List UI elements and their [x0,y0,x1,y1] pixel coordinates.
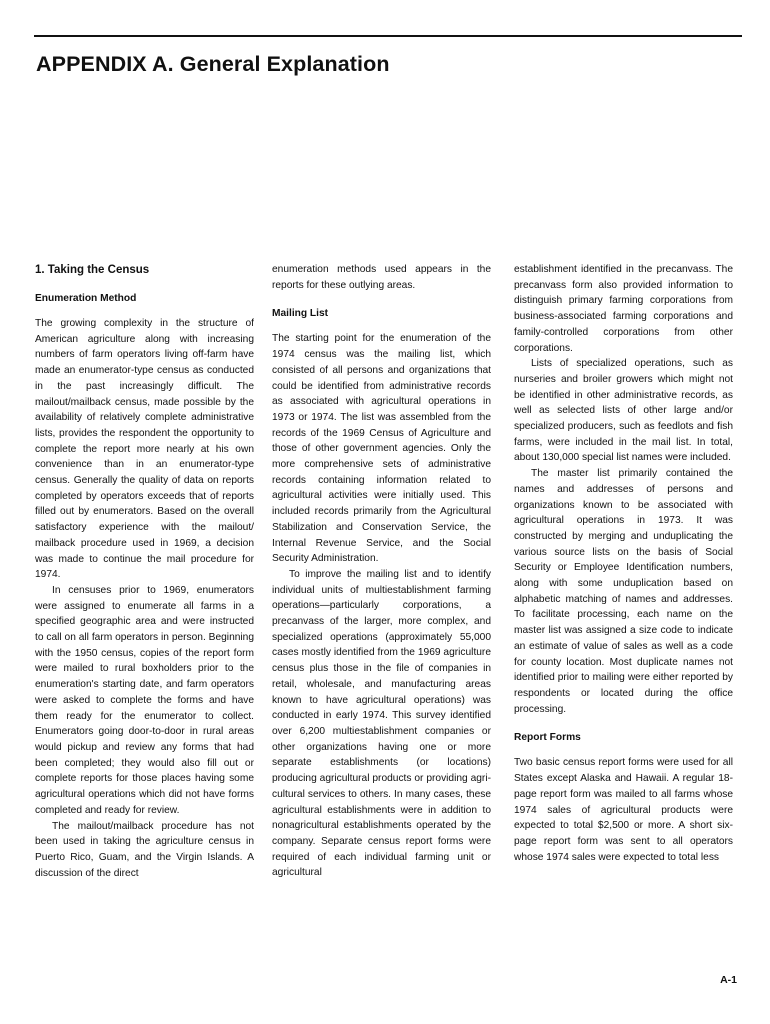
column-1 [35,262,254,881]
page-title: APPENDIX A. General Explanation [36,52,390,76]
paragraph: The mailout/mailback procedure has not been used in taking the agriculture census in Puerto Rico, Guam, and the Virgin Islands. A discussion of the direct [35,820,254,879]
subheading-mailing-list: Mailing List [272,308,329,320]
paragraph: Lists of specialized operations, such as nurseries and broiler growers which might not be identified in other administrative records, as well as selected lists of other large and/or specialized producers, such as feedlots and fish farms, were included in the mail list. In total, about 130,000 special list names were included. [514,358,733,464]
paragraph: Two basic census report forms were used for all States except Alaska and Hawaii. A regular 18-page report form was mailed to all farms whose 1974 sales of agricultural products were expected to total $2,500 or more. A short six-page report form was sent to all operators whose 1974 sales were expected to total less [514,757,733,863]
paragraph: The growing complexity in the structure of American agriculture along with increasing numbers of farm operators living off-farm have made an enumerator-type census as conducted in the past increasingly difficult. The mailout/mailback census, made possible by the availability of relatively complete administrative lists, provides the respondent the opportunity to complete the report more nearly at his own convenience than in an enumerator-type census. Generally the quality of data on reports completed by operators exceeds that of reports filled out by enumerators. Based on the overall satisfactory experience with the mailout/ mailback procedure used in 1969, a decision was made to continue the mail procedure for 1974. [35,318,254,581]
paragraph: To improve the mailing list and to identify individual units of multiestablishment farming operations—particularly corporations, a precanvass of the larger, more complex, and specialized operations (approximately 55,000 cases mostly identified from the 1969 agriculture census plus those in the file of companies in retail, wholesale, and manufacturing areas known to have agricultural operations) was conducted in early 1974. This survey identified over 6,200 multiestablishment companies or other organizations having one or more separate establishments (or locations) producing agricultural products or providing agricultural services to others. In many cases, these agricultural establishments were in addition to nonagricultural establishments operated by the company. Separate census report forms were required of each individual farming unit or agricultural [272,568,491,879]
column-2 [272,262,491,881]
paragraph: The starting point for the enumeration of the 1974 census was the mailing list, which consisted of all persons and organizations that could be identified from administrative records as associated with agricultural operations in 1973 or 1974. The list was assembled from the records of the 1969 Census of Agriculture and those of other government agencies. Only the more comprehensive sets of administrative records containing information related to agricultural activities were initially used. This included records primarily from the Agricultural Stabilization and Conservation Service, the Internal Revenue Service, and the Social Security Administration. [272,333,491,565]
subheading-report-forms: Report Forms [514,732,581,744]
page-number: A-1 [720,974,737,986]
column-3 [514,262,733,865]
paragraph: establishment identified in the precanvass. The precanvass form also provided information to distinguish primary farming corporations from business-associated farming corporations and family-controlled corporations from other corporations. [514,264,733,354]
subheading-enumeration-method: Enumeration Method [35,293,137,304]
paragraph: The master list primarily contained the names and addresses of persons and organizations known to be associated with agricultural operations in 1973. It was constructed by merging and unduplicating the various source lists on the basis of Social Security or Employee Identification numbers, along with some unduplication based on alphabetic matching of names and addresses. To facilitate processing, each name on the master list was assigned a size code to indicate an estimate of value of sales as well as a code for county location. Most duplicate names not identified prior to mailing were either reported by respondents or located during the office processing. [514,468,733,715]
paragraph: In censuses prior to 1969, enumerators were assigned to enumerate all farms in a specified geographic area and were instructed to call on all farm operators in person. Beginning with the 1950 census, copies of the report form were mailed to rural boxholders prior to the enumeration's starting date, and farm operators were asked to complete the forms and have them ready for the enumerator to collect. Enumerators going door-to-door in rural areas would pickup and review any forms that had been completed; they would also fill out or complete reports for those places having some agricultural operations which did not have forms completed and ready for review. [35,584,254,816]
section-heading: 1. Taking the Census [35,264,150,276]
top-rule [34,35,742,37]
paragraph: enumeration methods used appears in the reports for these outlying areas. [272,264,491,291]
